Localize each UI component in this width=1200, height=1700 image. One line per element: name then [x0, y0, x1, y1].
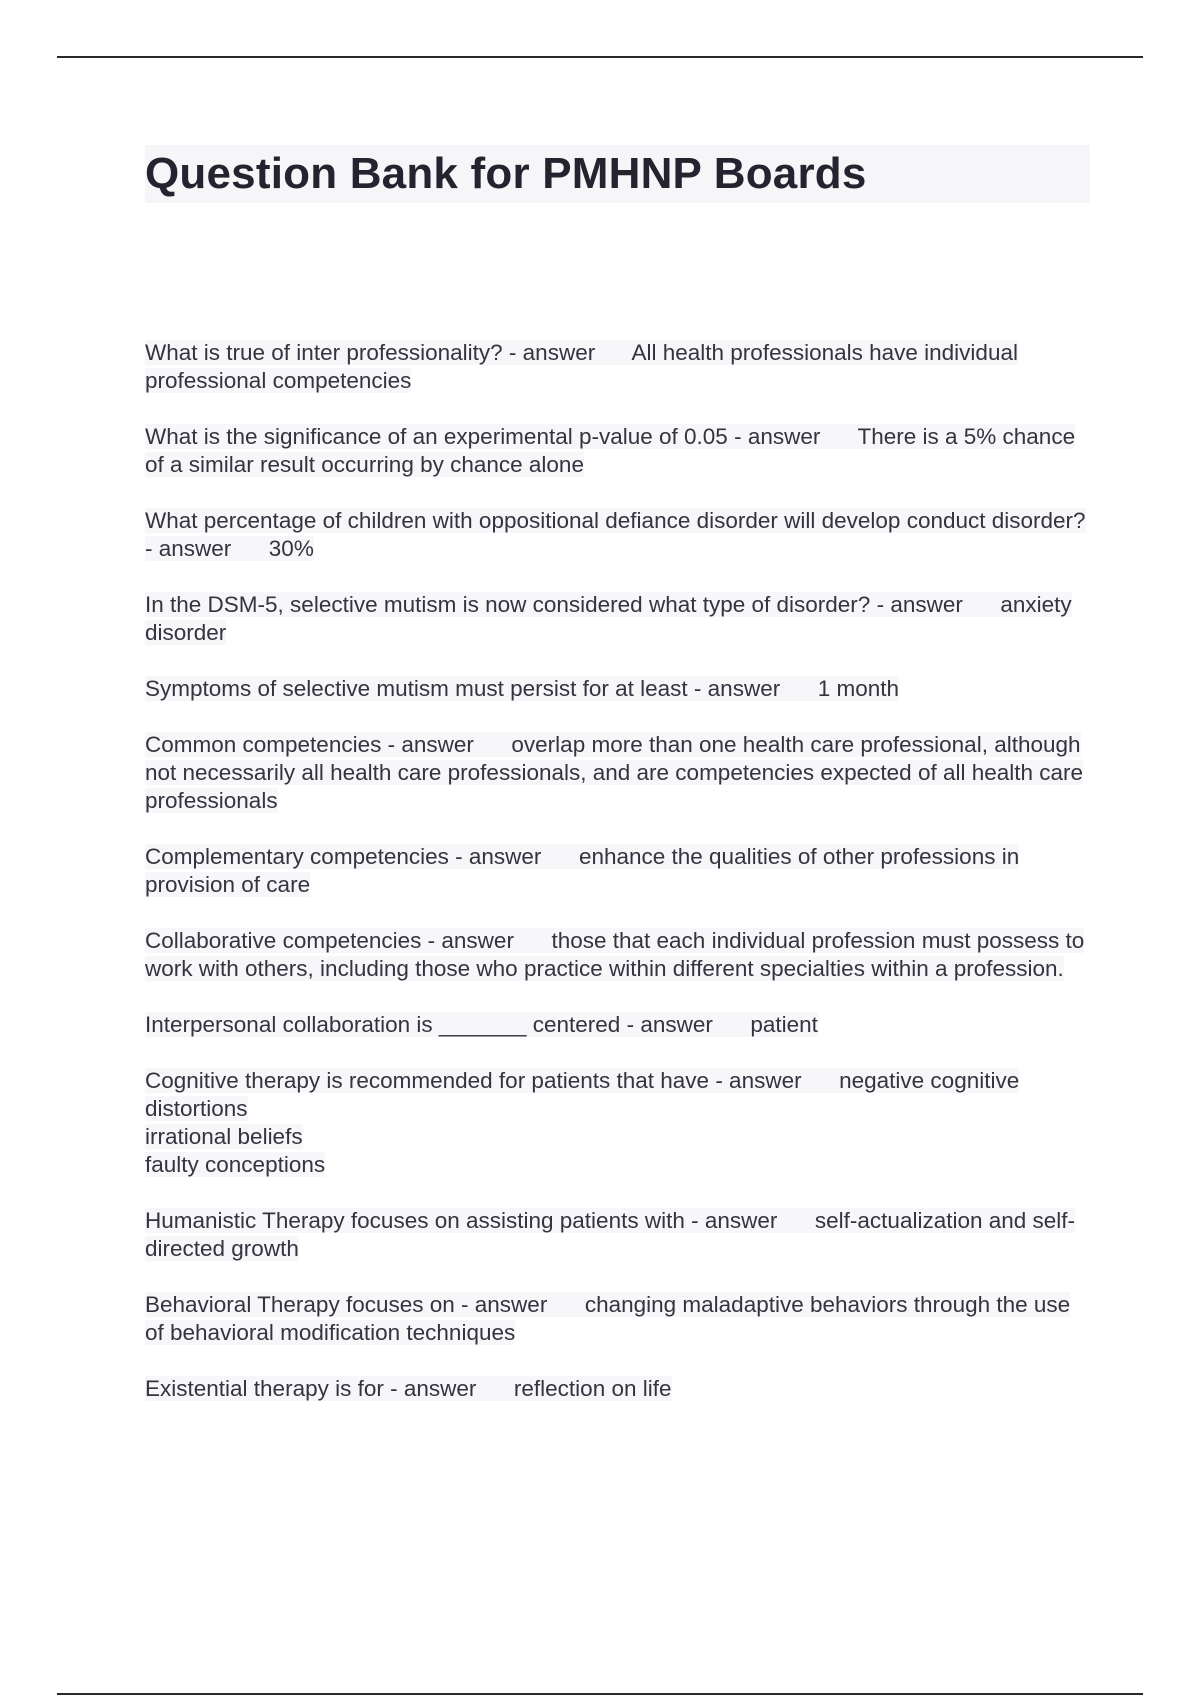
answer-gap	[802, 1068, 840, 1093]
answer-gap	[474, 732, 512, 757]
question-text: Collaborative competencies	[145, 928, 422, 953]
answer-separator: - answer	[145, 536, 232, 561]
top-rule	[57, 56, 1143, 58]
qa-text	[145, 1012, 818, 1037]
qa-text	[145, 508, 1086, 561]
qa-text	[145, 1292, 1070, 1345]
question-text: Interpersonal collaboration is _______ centered	[145, 1012, 621, 1037]
qa-item	[145, 731, 1090, 815]
question-text: What is the significance of an experimental p-value of 0.05	[145, 424, 728, 449]
answer-separator: - answer	[687, 676, 781, 701]
answer-gap	[595, 340, 631, 365]
answer-separator: - answer	[502, 340, 596, 365]
qa-item	[145, 591, 1090, 647]
answer-separator: - answer	[454, 1292, 548, 1317]
question-text: Cognitive therapy is recommended for patients that have	[145, 1068, 710, 1093]
answer-text: patient	[750, 1012, 818, 1037]
answer-text: enhance the qualities of other professions in provision of care	[145, 844, 1020, 897]
answer-separator: - answer	[684, 1208, 778, 1233]
answer-gap	[963, 592, 1001, 617]
answer-text: those that each individual profession must possess to work with others, including those who practice within different specialties within a profession.	[145, 928, 1085, 981]
qa-item	[145, 843, 1090, 899]
answer-gap	[514, 928, 552, 953]
question-list	[145, 339, 1090, 1431]
qa-text	[145, 1208, 1075, 1261]
answer-gap	[780, 676, 818, 701]
qa-text	[145, 340, 1018, 393]
answer-text: negative cognitive distortions irrational beliefs faulty conceptions	[145, 1068, 1020, 1177]
question-text: Existential therapy is for	[145, 1376, 384, 1401]
answer-separator: - answer	[620, 1012, 713, 1037]
qa-text	[145, 844, 1019, 897]
answer-gap	[820, 424, 857, 449]
title-block	[145, 145, 1090, 203]
question-text: Symptoms of selective mutism must persist for at least	[145, 676, 688, 701]
qa-item	[145, 1067, 1090, 1179]
answer-text: self-actualization and self-directed growth	[145, 1208, 1076, 1261]
answer-text: There is a 5% chance of a similar result occurring by chance alone	[145, 424, 1076, 477]
qa-item	[145, 339, 1090, 395]
answer-text: All health professionals have individual professional competencies	[145, 340, 1018, 393]
qa-text	[145, 1068, 1019, 1177]
answer-text: overlap more than one health care professional, although not necessarily all health care professionals, and are competencies expected of all health care professionals	[145, 732, 1084, 813]
question-text: Complementary competencies	[145, 844, 449, 869]
answer-separator: - answer	[870, 592, 963, 617]
answer-text: anxiety disorder	[145, 592, 1072, 645]
question-text: What is true of inter professionality?	[145, 340, 503, 365]
answer-gap	[476, 1376, 514, 1401]
qa-text	[145, 424, 1075, 477]
answer-gap	[547, 1292, 585, 1317]
qa-text	[145, 732, 1083, 813]
bottom-rule	[57, 1693, 1143, 1695]
qa-item	[145, 675, 1090, 703]
answer-separator: - answer	[421, 928, 514, 953]
question-text: Common competencies	[145, 732, 382, 757]
answer-text: changing maladaptive behaviors through the use of behavioral modification techniques	[145, 1292, 1071, 1345]
answer-separator: - answer	[727, 424, 821, 449]
qa-item	[145, 1011, 1090, 1039]
page-title: Question Bank for PMHNP Boards	[145, 149, 867, 198]
answer-separator: - answer	[381, 732, 474, 757]
question-text: What percentage of children with oppositional defiance disorder will develop conduct disorder?	[145, 508, 1086, 533]
answer-separator: - answer	[448, 844, 542, 869]
answer-text: 30%	[268, 536, 314, 561]
question-text: Humanistic Therapy focuses on assisting patients with	[145, 1208, 685, 1233]
answer-text: 1 month	[817, 676, 900, 701]
qa-item	[145, 1291, 1090, 1347]
qa-item	[145, 507, 1090, 563]
qa-text	[145, 928, 1084, 981]
answer-gap	[713, 1012, 751, 1037]
qa-item	[145, 927, 1090, 983]
qa-item	[145, 423, 1090, 479]
qa-item	[145, 1207, 1090, 1263]
question-text: Behavioral Therapy focuses on	[145, 1292, 455, 1317]
answer-gap	[231, 536, 269, 561]
qa-text	[145, 1376, 672, 1401]
question-text: In the DSM-5, selective mutism is now considered what type of disorder?	[145, 592, 871, 617]
answer-separator: - answer	[709, 1068, 802, 1093]
answer-text: reflection on life	[513, 1376, 672, 1401]
qa-item	[145, 1375, 1090, 1403]
answer-separator: - answer	[383, 1376, 477, 1401]
qa-text	[145, 676, 899, 701]
qa-text	[145, 592, 1072, 645]
answer-gap	[777, 1208, 815, 1233]
answer-gap	[541, 844, 579, 869]
